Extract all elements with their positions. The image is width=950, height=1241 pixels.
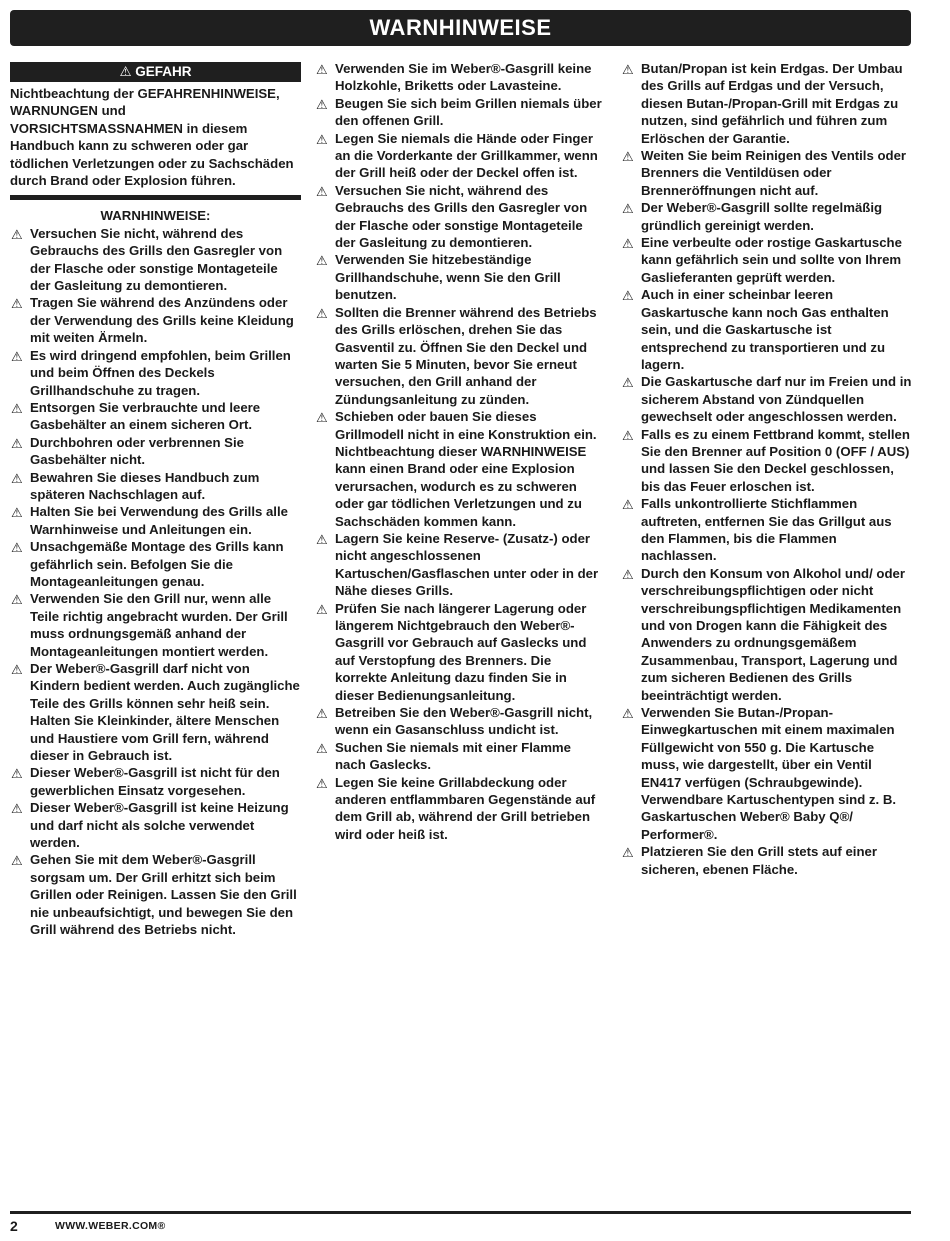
warning-text: Eine verbeulte oder rostige Gaskartusche kann gefährlich sein und sollte von Ihrem Gaslieferanten geprüft werden.	[641, 235, 902, 285]
warning-text: Prüfen Sie nach längerer Lagerung oder längerem Nichtgebrauch den Weber®-Gasgrill vor Gebrauch auf Gaslecks und auf Verstopfung des Brenners. Die korrekte Anleitung dazu finden Sie in dieser Bedienungsanleitung.	[335, 600, 587, 703]
warning-triangle-icon: ⚠	[11, 853, 23, 869]
warning-item	[621, 147, 913, 199]
warning-item	[621, 426, 913, 496]
warning-triangle-icon: ⚠	[11, 801, 23, 817]
warning-text: Der Weber®-Gasgrill sollte regelmäßig gründlich gereinigt werden.	[641, 200, 883, 233]
warning-text: Auch in einer scheinbar leeren Gaskartusche kann noch Gas enthalten sein, und die Gaskartusche ist entsprechend zu transportieren und zu lagern.	[641, 287, 889, 372]
warning-text: Legen Sie niemals die Hände oder Finger an die Vorderkante der Grillkammer, wenn der Grill heiß oder der Deckel offen ist.	[335, 130, 598, 181]
warning-item	[10, 434, 301, 469]
warning-item	[315, 408, 605, 530]
warning-text: Dieser Weber®-Gasgrill ist keine Heizung und darf nicht als solche verwendet werden.	[30, 800, 289, 851]
warning-text: Betreiben Sie den Weber®-Gasgrill nicht, wenn ein Gasanschluss undicht ist.	[335, 705, 593, 738]
warning-text: Tragen Sie während des Anzündens oder der Verwendung des Grills keine Kleidung mit weiten Ärmeln.	[30, 295, 294, 346]
page-title: WARNHINWEISE	[369, 15, 552, 40]
warning-triangle-icon: ⚠	[316, 305, 328, 321]
warning-triangle-icon: ⚠	[316, 131, 328, 147]
warning-text: Versuchen Sie nicht, während des Gebrauchs des Grills den Gasregler von der Flasche oder sonstige Montageteile der Gasleitung zu demontieren.	[335, 182, 588, 251]
warning-triangle-icon: ⚠	[11, 470, 23, 486]
warning-triangle-icon: ⚠	[11, 296, 23, 312]
warning-text: Durch den Konsum von Alkohol und/ oder verschreibungspflichtigen oder nicht verschreibungspflichtigen Medikamenten und von Drogen kann die Fähigkeit des Anwenders zu ordnungsgemäßem Zusammenbau, Transport, Lagerung und zum sicheren Bedienen des Grills beeinträchtigt werden.	[641, 565, 905, 703]
warning-item	[315, 251, 605, 303]
warning-text: Bewahren Sie dieses Handbuch zum späteren Nachschlagen auf.	[30, 469, 260, 502]
warning-text: Falls unkontrollierte Stichflammen auftreten, entfernen Sie das Grillgut aus den Flammen, bis die Flammen nachlassen.	[641, 496, 892, 564]
warning-item	[315, 182, 605, 252]
warning-item	[621, 843, 913, 878]
warning-triangle-icon: ⚠	[622, 706, 634, 722]
warning-text: Suchen Sie niemals mit einer Flamme nach Gaslecks.	[335, 739, 571, 773]
warning-item	[315, 774, 605, 844]
warning-triangle-icon: ⚠	[316, 253, 328, 269]
website-url: WWW.WEBER.COM®	[55, 1220, 166, 1232]
danger-label-bar	[10, 62, 301, 82]
warning-item	[315, 704, 605, 739]
warning-text: Der Weber®-Gasgrill darf nicht von Kindern bedient werden. Auch zugängliche Teile des Grills können sehr heiß sein. Halten Sie Kleinkinder, ältere Menschen und Haustiere vom Grill fern, während dieser in Gebrauch ist.	[30, 661, 300, 764]
warning-triangle-icon: ⚠	[316, 183, 328, 199]
warning-triangle-icon: ⚠	[316, 410, 328, 426]
warning-text: Verwenden Sie im Weber®-Gasgrill keine Holzkohle, Briketts oder Lavasteine.	[335, 61, 592, 94]
warning-triangle-icon: ⚠	[316, 62, 328, 77]
warning-triangle-icon: ⚠	[316, 775, 328, 791]
warning-text: Verwenden Sie den Grill nur, wenn alle Teile richtig angebracht wurden. Der Grill muss ordnungsgemäß anhand der Montageanleitungen montiert werden.	[30, 591, 288, 659]
warning-triangle-icon: ⚠	[11, 766, 23, 782]
warning-triangle-icon: ⚠	[316, 601, 328, 617]
warning-triangle-icon: ⚠	[622, 566, 634, 582]
warning-item	[10, 538, 301, 590]
warning-triangle-icon: ⚠	[11, 540, 23, 556]
warning-item	[10, 399, 301, 434]
warning-item	[10, 851, 301, 938]
warning-triangle-icon: ⚠	[622, 62, 634, 77]
warning-item	[10, 764, 301, 799]
warnings-heading: WARNHINWEISE:	[100, 208, 211, 224]
warning-text: Lagern Sie keine Reserve- (Zusatz-) oder nicht angeschlossenen Kartuschen/Gasflaschen unter oder in der Nähe dieses Grills.	[335, 530, 599, 599]
warning-text: Durchbohren oder verbrennen Sie Gasbehälter nicht.	[30, 434, 244, 468]
warning-triangle-icon: ⚠	[622, 236, 634, 252]
warning-text: Es wird dringend empfohlen, beim Grillen und beim Öffnen des Deckels Grillhandschuhe zu tragen.	[30, 347, 291, 398]
column-2	[315, 60, 605, 843]
warning-triangle-icon: ⚠	[11, 400, 23, 416]
footer-rule	[10, 1211, 911, 1214]
warning-item	[10, 469, 301, 504]
danger-label: ⚠ GEFAHR	[119, 64, 192, 79]
danger-text: Nichtbeachtung der GEFAHRENHINWEISE, WARNUNGEN und VORSICHTSMASSNAHMEN in diesem Handbuch kann zu schweren oder gar tödlichen Verletzungen oder zu Sachschäden durch Brand oder Explosion führen.	[10, 85, 301, 200]
page-number: 2	[10, 1218, 18, 1234]
warning-triangle-icon: ⚠	[622, 845, 634, 861]
warning-triangle-icon: ⚠	[316, 740, 328, 756]
warning-item	[621, 495, 913, 565]
warning-item	[10, 799, 301, 851]
warning-text: Dieser Weber®-Gasgrill ist nicht für den gewerblichen Einsatz vorgesehen.	[30, 765, 280, 798]
warning-triangle-icon: ⚠	[316, 706, 328, 722]
warning-triangle-icon: ⚠	[622, 375, 634, 391]
warning-item	[315, 600, 605, 704]
warning-text: Halten Sie bei Verwendung des Grills alle Warnhinweise und Anleitungen ein.	[30, 504, 288, 537]
warning-triangle-icon: ⚠	[11, 226, 23, 242]
warning-text: Sollten die Brenner während des Betriebs des Grills erlöschen, drehen Sie das Gasventil zu. Öffnen Sie den Deckel und warten Sie 5 Minuten, bevor Sie erneut versuchen, den Grill anhand der Zündungsanleitung zu zünden.	[335, 304, 597, 407]
warning-item	[315, 130, 605, 182]
warning-item	[621, 565, 913, 704]
warning-text: Versuchen Sie nicht, während des Gebrauchs des Grills den Gasregler von der Flasche oder sonstige Montageteile der Gasleitung zu demontieren.	[30, 225, 283, 294]
warning-triangle-icon: ⚠	[11, 592, 23, 608]
warning-text: Platzieren Sie den Grill stets auf einer sicheren, ebenen Fläche.	[641, 844, 877, 877]
warning-item	[10, 225, 301, 295]
warning-text: Entsorgen Sie verbrauchte und leere Gasbehälter an einem sicheren Ort.	[30, 399, 261, 433]
warning-text: Weiten Sie beim Reinigen des Ventils oder Brenners die Ventildüsen oder Brenneröffnungen nicht auf.	[641, 148, 907, 198]
warning-text: Butan/Propan ist kein Erdgas. Der Umbau des Grills auf Erdgas und der Versuch, diesen Butan-/Propan-Grill mit Erdgas zu nutzen, sind gefährlich und führen zum Erlöschen der Garantie.	[641, 61, 903, 146]
warning-text: Verwenden Sie hitzebeständige Grillhandschuhe, wenn Sie den Grill benutzen.	[335, 252, 561, 303]
warning-item	[621, 373, 913, 425]
warning-text: Beugen Sie sich beim Grillen niemals über den offenen Grill.	[335, 95, 602, 129]
warnings-list-column-3	[621, 60, 913, 878]
warning-item	[621, 60, 913, 147]
warning-item	[621, 199, 913, 234]
warning-triangle-icon: ⚠	[11, 435, 23, 451]
page-title-banner	[10, 10, 911, 46]
warning-triangle-icon: ⚠	[11, 505, 23, 521]
warnings-list-column-2	[315, 60, 605, 843]
warning-triangle-icon: ⚠	[316, 531, 328, 547]
warning-triangle-icon: ⚠	[622, 201, 634, 217]
warning-text: Unsachgemäße Montage des Grills kann gefährlich sein. Befolgen Sie die Montageanleitungen genau.	[30, 539, 284, 589]
warning-item	[621, 286, 913, 373]
warnings-list-column-1	[10, 225, 301, 939]
warning-item	[10, 503, 301, 538]
warning-item	[315, 304, 605, 408]
warning-item	[315, 530, 605, 600]
warning-item	[10, 294, 301, 346]
warning-item	[315, 95, 605, 130]
warning-item	[315, 60, 605, 95]
warning-triangle-icon: ⚠	[11, 348, 23, 364]
warning-item	[10, 660, 301, 764]
warning-triangle-icon: ⚠	[11, 662, 23, 677]
warning-item	[315, 739, 605, 774]
warning-triangle-icon: ⚠	[316, 96, 328, 112]
warning-text: Verwenden Sie Butan-/Propan-Einwegkartuschen mit einem maximalen Füllgewicht von 550 g. Die Kartusche muss, wie dargestellt, über ein Ventil EN417 verfügen (Schraubgewinde). Verwendbare Kartuschentypen sind z. B. Gaskartuschen Weber® Baby Q®/ Performer®.	[641, 705, 897, 842]
warning-item	[10, 590, 301, 660]
column-1	[10, 60, 301, 939]
warning-triangle-icon: ⚠	[622, 497, 634, 513]
warning-triangle-icon: ⚠	[622, 427, 634, 443]
warning-item	[10, 347, 301, 399]
column-3	[621, 60, 913, 878]
warning-triangle-icon: ⚠	[622, 288, 634, 304]
warning-item	[621, 704, 913, 843]
warning-item	[621, 234, 913, 286]
warning-triangle-icon: ⚠	[622, 149, 634, 165]
warning-text: Gehen Sie mit dem Weber®-Gasgrill sorgsam um. Der Grill erhitzt sich beim Grillen oder Reinigen. Lassen Sie den Grill nie unbeaufsichtigt, und bewegen Sie den Grill während des Betriebs nicht.	[30, 852, 297, 938]
warning-text: Die Gaskartusche darf nur im Freien und in sicherem Abstand von Zündquellen gewechselt oder angeschlossen werden.	[641, 374, 912, 425]
warning-text: Falls es zu einem Fettbrand kommt, stellen Sie den Brenner auf Position 0 (OFF / AUS) und lassen Sie den Deckel geschlossen, bis das Feuer erloschen ist.	[641, 426, 910, 494]
warning-text: Legen Sie keine Grillabdeckung oder anderen entflammbaren Gegenstände auf dem Grill ab, während der Grill betrieben wird oder heiß ist.	[335, 774, 596, 842]
warning-text: Schieben oder bauen Sie dieses Grillmodell nicht in eine Konstruktion ein. Nichtbeachtung dieser WARNHINWEISE kann einen Brand oder eine Explosion verursachen, wodurch es zu schweren oder gar tödlichen Verletzungen und zu Sachschäden kommen kann.	[335, 409, 597, 529]
